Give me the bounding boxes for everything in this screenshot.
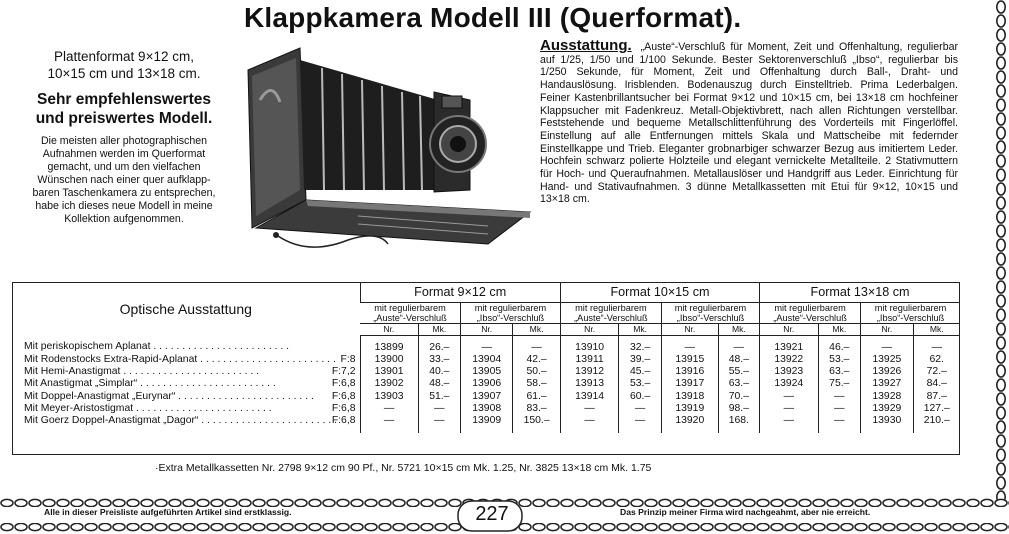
features-body: „Auste“-Verschluß für Moment, Zeit und Offenhaltung, regulierbar auf 1/25, 1/50 und 1/100 Sekunde. Bester Sektorenverschluß „Ibso“, regulierbar bis 1/250 Sekunde, für Moment, Zeit und Offenhaltung durch Ball-, Draht- und Handauslösung. Irisblenden. Bodenauszug durch Einstelltrieb. Prima Lederbalgen. Feiner Kastenbrillantsucher bei Format 9×12 und 10×15 cm, bei 13×18 cm hochfeiner Klappsucher mit Fadenkreuz. Metall-Objektivbrett, nach allen Richtungen verstellbar. Feststehende und bequeme Metallschlittenführung des Vorderteils mit Fingerlöffel. Einstellung auf alle Entfernungen mittels Skala und Mattscheibe mit federnder Einstellkappe und Trieb. Eleganter grobnarbiger schwarzer Bezug aus imitiertem Leder. Hochfein schwarz polierte Holzteile und elegant vernickelte Metallteile. 2 Stativmuttern für Hoch- und Queraufnahmen. Metallauslöser und Handgriff aus Leder. Einrichtung für Hand- und Stativaufnahmen. 3 dünne Metallkassetten mit Etui für 9×12, 10×15 und 13×18 cm. xyxy=(540,41,959,206)
intro-column xyxy=(8,48,240,226)
number-cell: — xyxy=(760,415,818,433)
optics-header: Optische Ausstattung xyxy=(119,300,252,317)
number-cell: — xyxy=(861,335,913,354)
aperture-label: F:6,8 xyxy=(332,403,359,415)
page-number: 227 xyxy=(475,503,509,525)
price-cell: 84.– xyxy=(913,378,960,390)
number-cell: 13928 xyxy=(861,390,913,402)
folding-camera-illustration xyxy=(238,40,538,258)
lens-cell xyxy=(12,403,360,415)
aperture-label: F:6,8 xyxy=(332,378,359,390)
dot-leader: . . . . . . . . . . . . . . . . . . . . . . . . xyxy=(197,353,336,365)
dot-leader: . . . . . . . . . . . . . . . . . . . . . . . . xyxy=(175,390,314,402)
col-nr: Nr. xyxy=(661,323,718,335)
lens-name: Mit Anastigmat „Simplar“ xyxy=(24,378,138,390)
aperture-label: F:7,2 xyxy=(332,366,359,378)
price-cell: 53.– xyxy=(619,378,662,390)
number-cell: — xyxy=(360,415,418,433)
number-cell: 13905 xyxy=(461,366,513,378)
lens-cell xyxy=(12,390,360,402)
extra-cassettes-note: ·Extra Metallkassetten Nr. 2798 9×12 cm 90 Pf., Nr. 5721 10×15 cm Mk. 1.25, Nr. 3825 13×18 cm Mk. 1.75 xyxy=(155,462,652,474)
number-cell: — xyxy=(461,335,513,354)
price-cell: 33.– xyxy=(418,354,460,366)
number-cell: 13927 xyxy=(861,378,913,390)
col-mk: Mk. xyxy=(913,323,960,335)
price-cell: 63.– xyxy=(718,378,759,390)
table-row xyxy=(12,403,960,415)
dot-leader: . . . . . . . . . . . . . . . . . . . . . . . . xyxy=(133,402,272,414)
dot-leader: . . . . . . . . . . . . . . . . . . . . . . . . xyxy=(120,365,260,377)
price-cell: 53.– xyxy=(818,354,861,366)
table-row xyxy=(12,415,960,433)
number-cell: 13912 xyxy=(560,366,618,378)
number-cell: 13915 xyxy=(661,354,718,366)
table-row xyxy=(12,354,960,366)
number-cell: 13899 xyxy=(360,335,418,354)
lens-name: Mit Goerz Doppel-Anastigmat „Dagor“ xyxy=(24,414,199,426)
lens-cell xyxy=(12,366,360,378)
col-nr: Nr. xyxy=(760,323,818,335)
col-mk: Mk. xyxy=(818,323,861,335)
number-cell: — xyxy=(360,403,418,415)
number-cell: — xyxy=(661,335,718,354)
shutter-ibso-header: mit regulierbarem „Ibso“-Verschluß xyxy=(461,302,561,323)
footer-left: Alle in dieser Preisliste aufgeführten Artikel sind erstklassig. xyxy=(44,507,292,517)
number-cell: 13922 xyxy=(760,354,818,366)
lens-cell xyxy=(12,354,360,366)
number-cell: — xyxy=(760,390,818,402)
lens-name: Mit Meyer-Aristostigmat xyxy=(24,402,134,414)
number-cell: 13909 xyxy=(461,415,513,433)
chain-border-right xyxy=(993,0,1009,534)
lens-cell xyxy=(12,335,360,354)
price-cell: — xyxy=(619,415,662,433)
price-cell: 83.– xyxy=(513,403,561,415)
number-cell: 13901 xyxy=(360,366,418,378)
price-cell: — xyxy=(513,335,561,354)
price-cell: 127.– xyxy=(913,403,960,415)
number-cell: 13920 xyxy=(661,415,718,433)
number-cell: — xyxy=(560,403,618,415)
price-cell: — xyxy=(818,403,861,415)
shutter-auste-header: mit regulierbarem „Auste“-Verschluß xyxy=(360,302,461,323)
price-cell: — xyxy=(418,403,460,415)
price-cell: 48.– xyxy=(418,378,460,390)
col-nr: Nr. xyxy=(560,323,618,335)
dot-leader: . . . . . . . . . . . . . . . . . . . . . . . . xyxy=(198,414,337,426)
number-cell: 13924 xyxy=(760,378,818,390)
price-cell: — xyxy=(913,335,960,354)
aperture-label: F:6,8 xyxy=(332,391,359,403)
number-cell: 13906 xyxy=(461,378,513,390)
price-cell: 87.– xyxy=(913,390,960,402)
table-row xyxy=(12,366,960,378)
page-title: Klappkamera Modell III (Querformat). xyxy=(244,2,742,33)
shutter-auste-header: mit regulierbarem „Auste“-Verschluß xyxy=(760,302,861,323)
price-cell: 55.– xyxy=(718,366,759,378)
number-cell: 13900 xyxy=(360,354,418,366)
footer-right: Das Prinzip meiner Firma wird nachgeahmt, aber nie erreicht. xyxy=(620,507,871,517)
number-cell: 13930 xyxy=(861,415,913,433)
number-cell: 13918 xyxy=(661,390,718,402)
lens-cell xyxy=(12,378,360,390)
price-cell: 46.– xyxy=(818,335,861,354)
price-cell: — xyxy=(718,335,759,354)
number-cell: 13923 xyxy=(760,366,818,378)
price-cell: 61.– xyxy=(513,390,561,402)
price-cell: 62. xyxy=(913,354,960,366)
number-cell: 13911 xyxy=(560,354,618,366)
price-cell: 75.– xyxy=(818,378,861,390)
price-table xyxy=(12,282,960,433)
number-cell: 13908 xyxy=(461,403,513,415)
col-mk: Mk. xyxy=(718,323,759,335)
number-cell: 13913 xyxy=(560,378,618,390)
col-mk: Mk. xyxy=(418,323,460,335)
number-cell: 13910 xyxy=(560,335,618,354)
price-cell: 58.– xyxy=(513,378,561,390)
price-cell: 32.– xyxy=(619,335,662,354)
number-cell: 13921 xyxy=(760,335,818,354)
price-cell: — xyxy=(619,403,662,415)
number-cell: — xyxy=(760,403,818,415)
aperture-label: F:6,8 xyxy=(332,415,359,427)
price-cell: 45.– xyxy=(619,366,662,378)
col-nr: Nr. xyxy=(461,323,513,335)
format-13x18-header: Format 13×18 cm xyxy=(760,282,960,302)
price-cell: — xyxy=(818,415,861,433)
number-cell: 13904 xyxy=(461,354,513,366)
number-cell: 13925 xyxy=(861,354,913,366)
number-cell: 13919 xyxy=(661,403,718,415)
dot-leader: . . . . . . . . . . . . . . . . . . . . . . . . xyxy=(137,378,276,390)
price-cell: 48.– xyxy=(718,354,759,366)
price-cell: 51.– xyxy=(418,390,460,402)
price-cell: 98.– xyxy=(718,403,759,415)
price-cell: 150.– xyxy=(513,415,561,433)
price-cell: 26.– xyxy=(418,335,460,354)
col-mk: Mk. xyxy=(513,323,561,335)
number-cell: 13914 xyxy=(560,390,618,402)
price-cell: 72.– xyxy=(913,366,960,378)
lens-cell xyxy=(12,415,360,433)
number-cell: 13903 xyxy=(360,390,418,402)
price-cell: 63.– xyxy=(818,366,861,378)
format-9x12-header: Format 9×12 cm xyxy=(360,282,560,302)
col-mk: Mk. xyxy=(619,323,662,335)
table-row xyxy=(12,378,960,390)
price-cell: 168. xyxy=(718,415,759,433)
shutter-ibso-header: mit regulierbarem „Ibso“-Verschluß xyxy=(661,302,759,323)
shutter-ibso-header: mit regulierbarem „Ibso“-Verschluß xyxy=(861,302,960,323)
col-nr: Nr. xyxy=(861,323,913,335)
number-cell: 13926 xyxy=(861,366,913,378)
price-cell: 60.– xyxy=(619,390,662,402)
features-text xyxy=(540,37,959,206)
table-row xyxy=(12,335,960,354)
number-cell: 13916 xyxy=(661,366,718,378)
number-cell: — xyxy=(560,415,618,433)
intro-description: Die meisten aller photographischen Aufnahmen werden im Querformat gemacht, und um den vielfachen Wünschen nach einer quer aufklapp- baren Taschenkamera zu entsprechen, habe ich dieses neue Modell in meine Kollektion aufgenommen. xyxy=(32,135,216,225)
recommendation-heading: Sehr empfehlenswertes und preiswertes Modell. xyxy=(35,91,213,127)
price-cell: — xyxy=(418,415,460,433)
features-heading: Ausstattung. xyxy=(540,37,632,54)
number-cell: 13917 xyxy=(661,378,718,390)
aperture-label: F:8 xyxy=(340,354,358,366)
price-cell: 42.– xyxy=(513,354,561,366)
plate-formats: Plattenformat 9×12 cm, 10×15 cm und 13×18 cm. xyxy=(47,49,201,81)
price-cell: 40.– xyxy=(418,366,460,378)
lens-name: Mit Doppel-Anastigmat „Eurynar“ xyxy=(24,390,176,402)
shutter-auste-header: mit regulierbarem „Auste“-Verschluß xyxy=(560,302,661,323)
format-10x15-header: Format 10×15 cm xyxy=(560,282,759,302)
price-cell: 50.– xyxy=(513,366,561,378)
number-cell: 13929 xyxy=(861,403,913,415)
lens-name: Mit Hemi-Anastigmat xyxy=(24,365,121,377)
price-cell: 70.– xyxy=(718,390,759,402)
price-cell: 210.– xyxy=(913,415,960,433)
lens-name: Mit Rodenstocks Extra-Rapid-Aplanat xyxy=(24,353,198,365)
price-cell: 39.– xyxy=(619,354,662,366)
table-row xyxy=(12,390,960,402)
number-cell: 13902 xyxy=(360,378,418,390)
col-nr: Nr. xyxy=(360,323,418,335)
dot-leader: . . . . . . . . . . . . . . . . . . . . . . . . xyxy=(150,341,290,353)
price-cell: — xyxy=(818,390,861,402)
lens-name: Mit periskopischem Aplanat xyxy=(24,341,151,353)
number-cell: 13907 xyxy=(461,390,513,402)
